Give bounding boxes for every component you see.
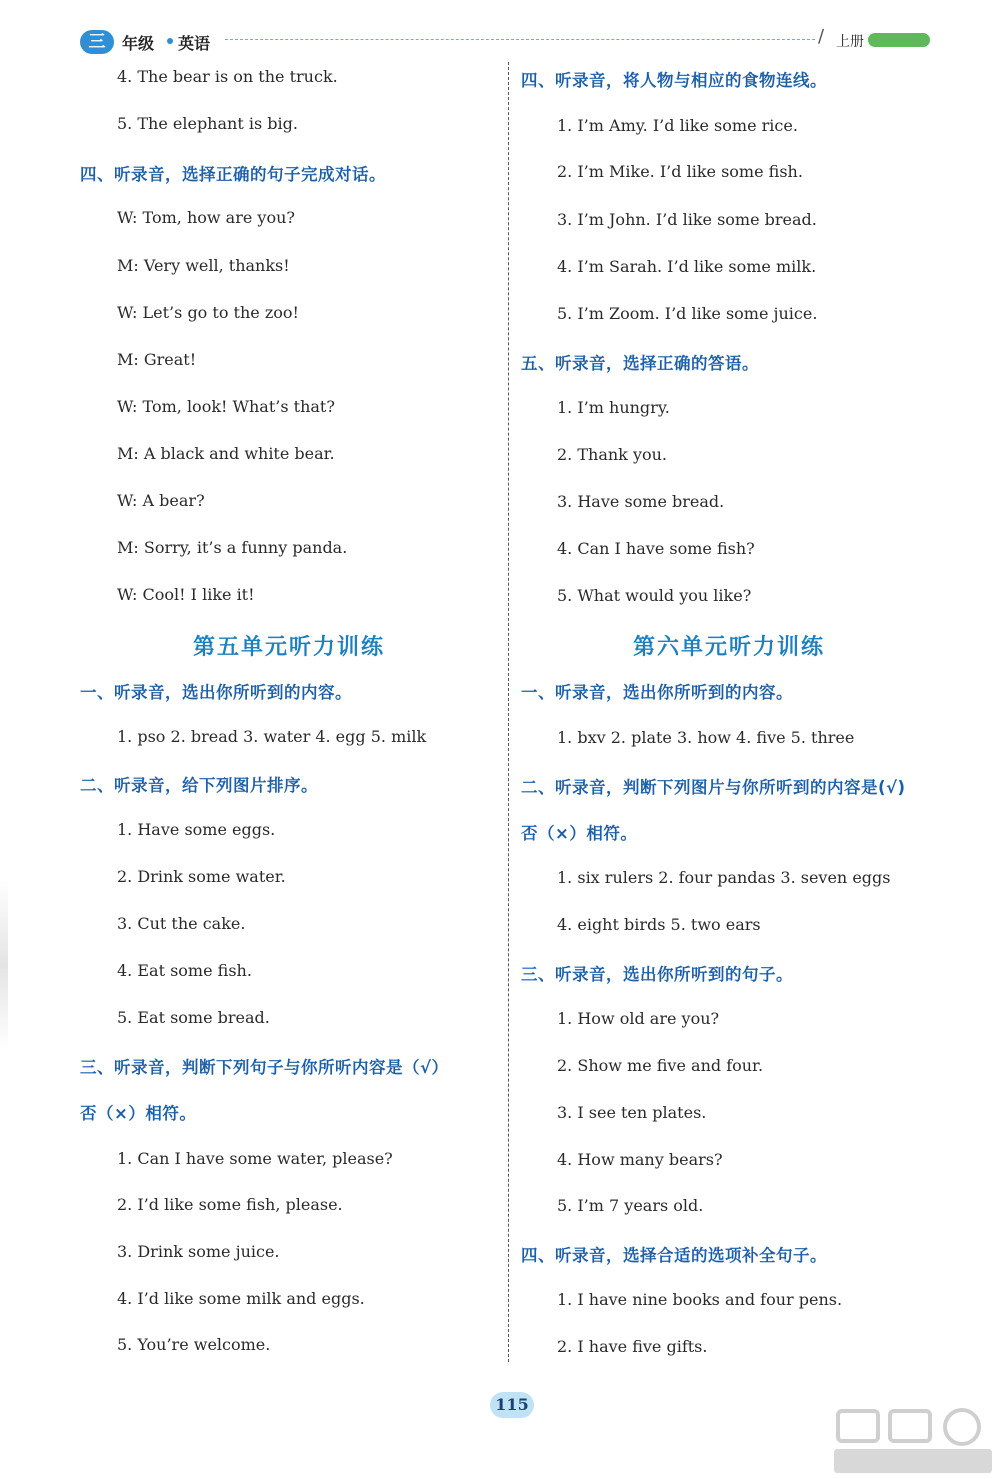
- section-heading: 三、听录音，选出你所听到的句子。: [521, 965, 793, 984]
- transcript-line: 1. Can I have some water, please?: [117, 1149, 393, 1168]
- section-heading: 四、听录音，将人物与相应的食物连线。: [521, 71, 827, 90]
- transcript-line: W: Cool! I like it!: [117, 585, 255, 604]
- section-heading: 三、听录音，判断下列句子与你所听内容是（√）: [80, 1058, 449, 1077]
- section-heading: 二、听录音，给下列图片排序。: [80, 776, 318, 795]
- transcript-line: 3. Drink some juice.: [117, 1242, 280, 1261]
- column-divider: [508, 62, 509, 1362]
- subject-label: 英语: [178, 34, 211, 53]
- section-heading: 一、听录音，选出你所听到的内容。: [80, 683, 352, 702]
- header-rule: [225, 39, 815, 40]
- transcript-line: 2. I’d like some fish, please.: [117, 1195, 343, 1214]
- transcript-line: 2. I have five gifts.: [557, 1337, 708, 1356]
- transcript-line: M: Great!: [117, 350, 197, 369]
- transcript-line: 1. I’m hungry.: [557, 398, 670, 417]
- transcript-line: 3. Have some bread.: [557, 492, 725, 511]
- transcript-line: 5. I’m 7 years old.: [557, 1196, 704, 1215]
- volume-label: 上册: [836, 34, 864, 50]
- section-heading: 五、听录音，选择正确的答语。: [521, 354, 759, 373]
- transcript-line: 4. How many bears?: [557, 1150, 723, 1169]
- series-logo-icon: [868, 33, 930, 47]
- transcript-line: 1. How old are you?: [557, 1009, 720, 1028]
- transcript-line: 5. What would you like?: [557, 586, 752, 605]
- transcript-line: W: Tom, look! What’s that?: [117, 397, 335, 416]
- section-heading: 否（×）相符。: [521, 824, 638, 843]
- transcript-line: M: Sorry, it’s a funny panda.: [117, 538, 348, 557]
- grade-label: 年级: [122, 34, 155, 53]
- separator-dot-icon: [167, 38, 173, 44]
- section-heading: 四、听录音，选择正确的句子完成对话。: [80, 165, 386, 184]
- transcript-line: W: A bear?: [117, 491, 205, 510]
- section-heading: 二、听录音，判断下列图片与你所听到的内容是(√): [521, 778, 906, 797]
- transcript-line: 3. I see ten plates.: [557, 1103, 707, 1122]
- section-heading: 四、听录音，选择合适的选项补全句子。: [521, 1246, 827, 1265]
- transcript-line: 5. I’m Zoom. I’d like some juice.: [557, 304, 818, 323]
- transcript-line: 4. Can I have some fish?: [557, 539, 755, 558]
- transcript-line: 4. I’m Sarah. I’d like some milk.: [557, 257, 817, 276]
- transcript-line: 2. I’m Mike. I’d like some fish.: [557, 162, 803, 181]
- transcript-line: 4. The bear is on the truck.: [117, 67, 338, 86]
- transcript-line: 4. Eat some fish.: [117, 961, 252, 980]
- unit-title: 第五单元听力训练: [193, 634, 386, 660]
- transcript-line: 3. I’m John. I’d like some bread.: [557, 210, 817, 229]
- transcript-line: W: Let’s go to the zoo!: [117, 303, 299, 322]
- unit-title: 第六单元听力训练: [633, 634, 826, 660]
- binding-shadow: [0, 880, 8, 1050]
- grade-badge: 三: [80, 30, 114, 54]
- transcript-line: 4. eight birds 5. two ears: [557, 915, 761, 934]
- transcript-line: 2. Show me five and four.: [557, 1056, 764, 1075]
- transcript-line: 1. pso 2. bread 3. water 4. egg 5. milk: [117, 727, 427, 746]
- transcript-line: M: A black and white bear.: [117, 444, 335, 463]
- section-heading: 一、听录音，选出你所听到的内容。: [521, 683, 793, 702]
- transcript-line: M: Very well, thanks!: [117, 256, 290, 275]
- section-heading: 否（×）相符。: [80, 1104, 197, 1123]
- page-header: [0, 0, 1000, 60]
- transcript-line: W: Tom, how are you?: [117, 208, 295, 227]
- header-slash-icon: ∕: [818, 26, 825, 47]
- watermark-logo-icon: [830, 1405, 995, 1475]
- transcript-line: 1. I’m Amy. I’d like some rice.: [557, 116, 798, 135]
- transcript-line: 5. You’re welcome.: [117, 1335, 271, 1354]
- transcript-line: 1. Have some eggs.: [117, 820, 276, 839]
- transcript-line: 2. Drink some water.: [117, 867, 286, 886]
- transcript-line: 5. The elephant is big.: [117, 114, 298, 133]
- transcript-line: 1. six rulers 2. four pandas 3. seven eggs: [557, 868, 891, 887]
- transcript-line: 5. Eat some bread.: [117, 1008, 270, 1027]
- transcript-line: 3. Cut the cake.: [117, 914, 246, 933]
- transcript-line: 1. bxv 2. plate 3. how 4. five 5. three: [557, 728, 855, 747]
- transcript-line: 4. I’d like some milk and eggs.: [117, 1289, 365, 1308]
- transcript-line: 2. Thank you.: [557, 445, 668, 464]
- page-number: 115: [490, 1392, 534, 1418]
- transcript-line: 1. I have nine books and four pens.: [557, 1290, 843, 1309]
